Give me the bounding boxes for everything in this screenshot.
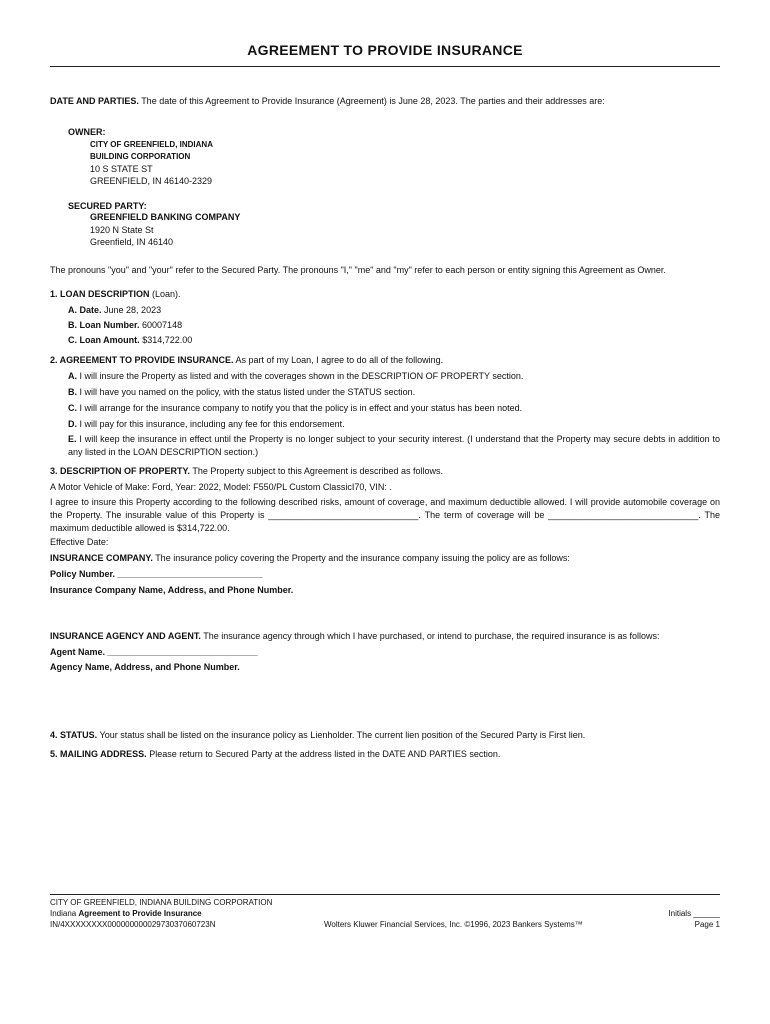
agency-heading: INSURANCE AGENCY AND AGENT. bbox=[50, 631, 201, 641]
agency-paragraph bbox=[50, 630, 720, 643]
footer-owner-name: CITY OF GREENFIELD, INDIANA BUILDING CORPORATION bbox=[50, 898, 273, 907]
policy-number-blank: _____________________________ bbox=[117, 569, 263, 579]
section-5-heading: 5. MAILING ADDRESS. bbox=[50, 749, 147, 759]
section-1-heading-tail: (Loan). bbox=[152, 289, 181, 299]
agent-name-blank: ______________________________ bbox=[107, 647, 258, 657]
date-parties-text: The date of this Agreement to Provide Insurance (Agreement) is June 28, 2023. The parties and their addresses are: bbox=[141, 96, 605, 106]
loan-amount-label: C. Loan Amount. bbox=[68, 335, 140, 345]
loan-date-label: A. Date. bbox=[68, 305, 102, 315]
mailing-address-paragraph bbox=[50, 748, 720, 761]
loan-amount bbox=[68, 334, 738, 347]
section-3-heading: 3. DESCRIPTION OF PROPERTY. bbox=[50, 466, 191, 476]
section-2-heading: 2. AGREEMENT TO PROVIDE INSURANCE. bbox=[50, 355, 234, 365]
coverage-paragraph: I agree to insure this Property according to the following described risks, amount of coverage, and maximum deductible allowed. I will provide automobile coverage on the Property. The insurable value of this Property is ______________________________. The term of coverage will be ______________________________. The maximum deductible allowed is $314,722.00. bbox=[50, 497, 720, 533]
secured-party-address-line1: 1920 N State St bbox=[90, 225, 154, 235]
section-3-heading-tail: The Property subject to this Agreement is described as follows. bbox=[192, 466, 443, 476]
item-d-label: D. bbox=[68, 419, 77, 429]
item-a-text: I will insure the Property as listed and with the coverages shown in the DESCRIPTION OF PROPERTY section. bbox=[79, 371, 524, 381]
policy-number bbox=[50, 568, 720, 581]
footer-form-title: Agreement to Provide Insurance bbox=[78, 909, 202, 918]
agent-name-label: Agent Name. bbox=[50, 647, 106, 657]
insurance-company-name-label: Insurance Company Name, Address, and Phone Number. bbox=[50, 585, 294, 595]
agreement-item-e bbox=[68, 433, 720, 459]
loan-amount-value: $314,722.00 bbox=[142, 335, 193, 345]
loan-description-heading bbox=[50, 288, 720, 301]
agreement-heading bbox=[50, 354, 720, 367]
pronouns-paragraph: The pronouns "you" and "your" refer to the Secured Party. The pronouns "I," "me" and "my" refer to each person or entity signing this Agreement as Owner. bbox=[50, 265, 666, 275]
section-2-heading-tail: As part of my Loan, I agree to do all of the following. bbox=[235, 355, 444, 365]
agreement-item-c bbox=[68, 402, 720, 415]
item-a-label: A. bbox=[68, 371, 77, 381]
loan-number-value: 60007148 bbox=[142, 320, 183, 330]
owner-address-line1: 10 S STATE ST bbox=[90, 164, 153, 174]
agency-name-label: Agency Name, Address, and Phone Number. bbox=[50, 662, 240, 672]
agreement-item-a bbox=[68, 370, 720, 383]
owner-address-line2: GREENFIELD, IN 46140-2329 bbox=[90, 176, 213, 186]
loan-date bbox=[68, 304, 738, 317]
agency-text: The insurance agency through which I have purchased, or intend to purchase, the required insurance is as follows: bbox=[203, 631, 660, 641]
section-5-text: Please return to Secured Party at the address listed in the DATE AND PARTIES section. bbox=[149, 749, 501, 759]
owner-name-line2: BUILDING CORPORATION bbox=[90, 152, 191, 161]
secured-party-address-line2: Greenfield, IN 46140 bbox=[90, 237, 174, 247]
agreement-item-b bbox=[68, 386, 720, 399]
footer-page-number: Page 1 bbox=[694, 920, 720, 929]
footer-initials: Initials ______ bbox=[668, 909, 720, 918]
agreement-item-d bbox=[68, 418, 720, 431]
footer-copyright: Wolters Kluwer Financial Services, Inc. ©1996, 2023 Bankers Systems™ bbox=[324, 920, 583, 929]
section-4-text: Your status shall be listed on the insurance policy as Lienholder. The current lien position of the Secured Party is First lien. bbox=[99, 730, 586, 740]
footer-state: Indiana bbox=[50, 909, 77, 918]
item-b-text: I will have you named on the policy, with the status listed under the STATUS section. bbox=[79, 387, 416, 397]
item-c-text: I will arrange for the insurance company to notify you that the policy is in effect and your status has been noted. bbox=[79, 403, 523, 413]
vehicle-description: A Motor Vehicle of Make: Ford, Year: 2022, Model: F550/PL Custom ClassicI70, VIN: . bbox=[50, 482, 392, 492]
section-4-heading: 4. STATUS. bbox=[50, 730, 98, 740]
section-1-heading: 1. LOAN DESCRIPTION bbox=[50, 289, 150, 299]
item-c-label: C. bbox=[68, 403, 77, 413]
property-heading bbox=[50, 465, 720, 478]
document-title: AGREEMENT TO PROVIDE INSURANCE bbox=[247, 42, 523, 58]
secured-party-label: SECURED PARTY: bbox=[68, 201, 147, 211]
footer-form-code: IN/4XXXXXXXX00000000002973037060723N bbox=[50, 920, 216, 929]
secured-party-name: GREENFIELD BANKING COMPANY bbox=[90, 212, 241, 222]
item-e-text: I will keep the insurance in effect until the Property is no longer subject to your security interest. (I understand that the Property may secure debts in addition to any listed in the LOAN DESCRIPTION section.) bbox=[68, 434, 720, 457]
policy-number-label: Policy Number. bbox=[50, 569, 116, 579]
insurance-company-heading: INSURANCE COMPANY. bbox=[50, 553, 153, 563]
loan-number bbox=[68, 319, 738, 332]
date-parties-heading: DATE AND PARTIES. bbox=[50, 96, 139, 106]
loan-date-value: June 28, 2023 bbox=[104, 305, 162, 315]
insurance-company-paragraph bbox=[50, 552, 720, 565]
item-e-label: E. bbox=[68, 434, 77, 444]
footer-form-name bbox=[50, 908, 202, 919]
status-paragraph bbox=[50, 729, 720, 742]
title-rule bbox=[50, 66, 720, 67]
item-d-text: I will pay for this insurance, including any fee for this endorsement. bbox=[79, 419, 345, 429]
effective-date: Effective Date: bbox=[50, 537, 109, 547]
date-parties-paragraph bbox=[50, 95, 720, 108]
footer-rule bbox=[50, 894, 720, 895]
owner-name-line1: CITY OF GREENFIELD, INDIANA bbox=[90, 140, 213, 149]
insurance-company-text: The insurance policy covering the Property and the insurance company issuing the policy are as follows: bbox=[155, 553, 570, 563]
loan-number-label: B. Loan Number. bbox=[68, 320, 140, 330]
agent-name bbox=[50, 646, 720, 659]
owner-label: OWNER: bbox=[68, 127, 106, 137]
item-b-label: B. bbox=[68, 387, 77, 397]
